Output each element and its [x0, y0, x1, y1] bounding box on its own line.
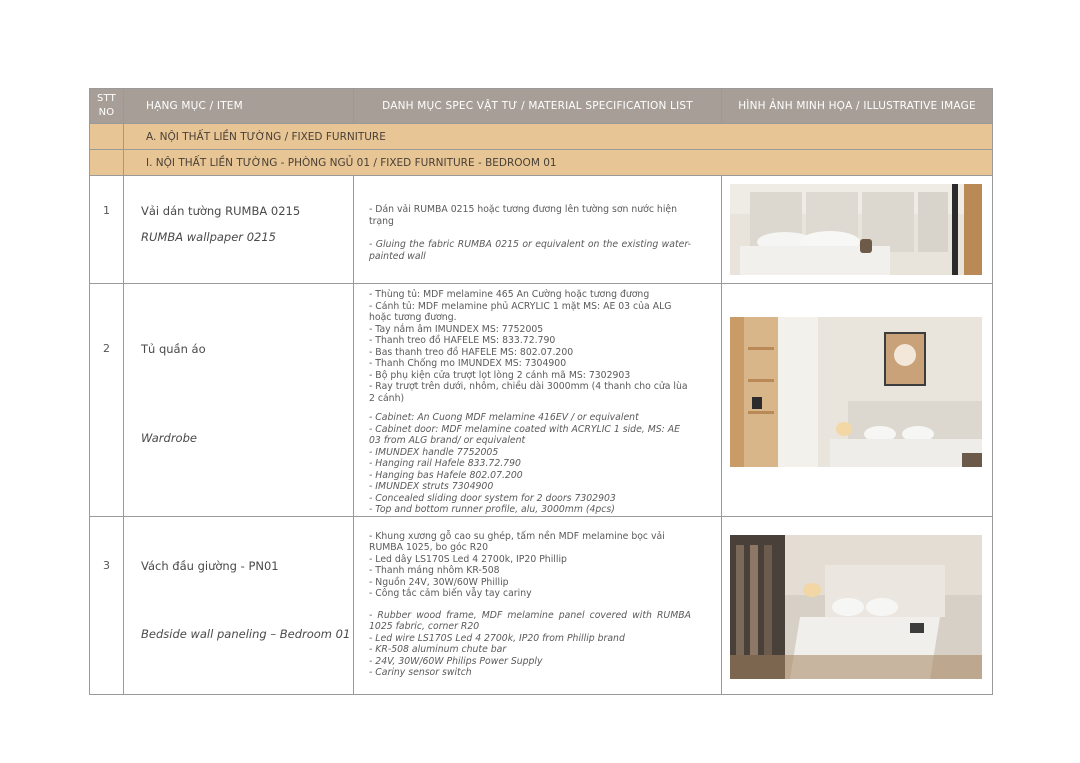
- image-cell: [722, 284, 993, 517]
- spec-line: - IMUNDEX handle 7752005: [369, 446, 499, 458]
- spec-line: - Nguồn 24V, 30W/60W Phillip: [369, 576, 509, 588]
- spec-line: - Thanh Chống mo IMUNDEX MS: 7304900: [369, 358, 567, 369]
- table-header-row: [90, 89, 993, 124]
- spec-line: - Rubber wood frame, MDF melamine panel covered with RUMBA 1025 fabric, corner R20: [369, 609, 691, 632]
- section-title-i: I. NỘI THẤT LIỀN TƯỜNG - PHÒNG NGỦ 01 / FIXED FURNITURE - BEDROOM 01: [124, 150, 993, 176]
- material-spec-table: [89, 88, 993, 695]
- item-cell: [124, 284, 354, 517]
- table-row: [90, 516, 993, 694]
- item-cell: [124, 176, 354, 284]
- section-row-a: [90, 124, 993, 150]
- spec-line: - Hanging bas Hafele 802.07.200: [369, 469, 523, 481]
- spec-en-block: [369, 610, 691, 679]
- spec-line: - Concealed sliding door system for 2 doors 7302903: [369, 492, 616, 504]
- spec-line: - Khung xương gỗ cao su ghép, tấm nền MDF melamine bọc vải RUMBA 1025, bo góc R20: [369, 530, 665, 553]
- spec-vi-block: [369, 289, 691, 404]
- spec-line: - Bộ phụ kiện cửa trượt lọt lòng 2 cánh mã MS: 7302903: [369, 369, 631, 381]
- headboard-panel-photo: [730, 535, 982, 679]
- row-number: [90, 176, 124, 284]
- image-cell: [722, 516, 993, 694]
- spec-vi-block: [369, 531, 691, 600]
- row-number: [90, 284, 124, 517]
- image-cell: [722, 176, 993, 284]
- item-name-en: RUMBA wallpaper 0215: [141, 230, 276, 244]
- spec-line: - Thùng tủ: MDF melamine 465 An Cường hoặc tương đương: [369, 289, 650, 300]
- table-row: [90, 176, 993, 284]
- table-row: [90, 284, 993, 517]
- section-title-a: A. NỘI THẤT LIỀN TƯỜNG / FIXED FURNITURE: [124, 124, 993, 150]
- spec-line: - Top and bottom runner profile, alu, 3000mm (4pcs): [369, 504, 615, 515]
- row-number-text: 1: [103, 204, 110, 217]
- header-spec: DANH MỤC SPEC VẬT TƯ / MATERIAL SPECIFICATION LIST: [354, 89, 722, 124]
- spec-line: - Led dây LS170S Led 4 2700k, IP20 Phillip: [369, 553, 567, 565]
- spec-line: - Ray trượt trên dưới, nhôm, chiều dài 3000mm (4 thanh cho cửa lùa 2 cánh): [369, 381, 688, 404]
- spec-line: - Thanh treo đồ HAFELE MS: 833.72.790: [369, 335, 556, 346]
- spec-line: - 24V, 30W/60W Philips Power Supply: [369, 655, 543, 667]
- item-name-vi: Vách đầu giường - PN01: [141, 558, 279, 573]
- section-spacer: [90, 150, 124, 176]
- spec-line: - Cabinet door: MDF melamine coated with ACRYLIC 1 side, MS: AE 03 from ALG brand/ or equivalent: [369, 423, 680, 446]
- bedroom-wallpaper-photo: [730, 184, 982, 275]
- item-name-vi: Tủ quần áo: [141, 342, 206, 356]
- row-number-text: 3: [103, 558, 110, 572]
- spec-line: - Cabinet: An Cuong MDF melamine 416EV / or equivalent: [369, 412, 639, 423]
- spec-en-block: [369, 412, 691, 516]
- row-number-text: 2: [103, 342, 110, 355]
- item-name-en: Bedside wall paneling – Bedroom 01: [141, 626, 351, 641]
- spec-line: - IMUNDEX struts 7304900: [369, 481, 494, 492]
- spec-cell: [354, 176, 722, 284]
- spec-line: - Led wire LS170S Led 4 2700k, IP20 from Phillip brand: [369, 632, 625, 644]
- item-cell: [124, 516, 354, 694]
- spec-vi-block: [369, 204, 691, 227]
- section-row-i: [90, 150, 993, 176]
- row-number: [90, 516, 124, 694]
- spec-line: - Tay nắm âm IMUNDEX MS: 7752005: [369, 323, 544, 335]
- spec-cell: [354, 516, 722, 694]
- spec-line: - Gluing the fabric RUMBA 0215 or equivalent on the existing water-painted wall: [369, 239, 691, 262]
- spec-line: - Thanh máng nhôm KR-508: [369, 565, 500, 576]
- spec-line: - KR-508 aluminum chute bar: [369, 644, 507, 655]
- item-name-vi: Vải dán tường RUMBA 0215: [141, 204, 301, 218]
- item-name-en: Wardrobe: [141, 431, 197, 445]
- spec-line: - Cánh tủ: MDF melamine phủ ACRYLIC 1 mặt MS: AE 03 của ALG hoặc tương đương.: [369, 300, 672, 323]
- spec-en-block: [369, 239, 691, 262]
- spec-line: - Dán vải RUMBA 0215 hoặc tương đương lên tường sơn nước hiện trạng: [369, 204, 678, 227]
- spec-line: - Công tắc cảm biến vẫy tay cariny: [369, 588, 532, 599]
- wardrobe-bedroom-photo: [730, 317, 982, 467]
- spec-cell: [354, 284, 722, 517]
- section-spacer: [90, 124, 124, 150]
- spec-line: - Hanging rail Hafele 833.72.790: [369, 458, 521, 469]
- header-image: HÌNH ẢNH MINH HỌA / ILLUSTRATIVE IMAGE: [722, 89, 993, 124]
- spec-line: - Cariny sensor switch: [369, 667, 472, 678]
- spec-line: - Bas thanh treo đồ HAFELE MS: 802.07.200: [369, 346, 574, 358]
- header-item: HẠNG MỤC / ITEM: [124, 89, 354, 124]
- header-no: STT NO: [90, 89, 124, 124]
